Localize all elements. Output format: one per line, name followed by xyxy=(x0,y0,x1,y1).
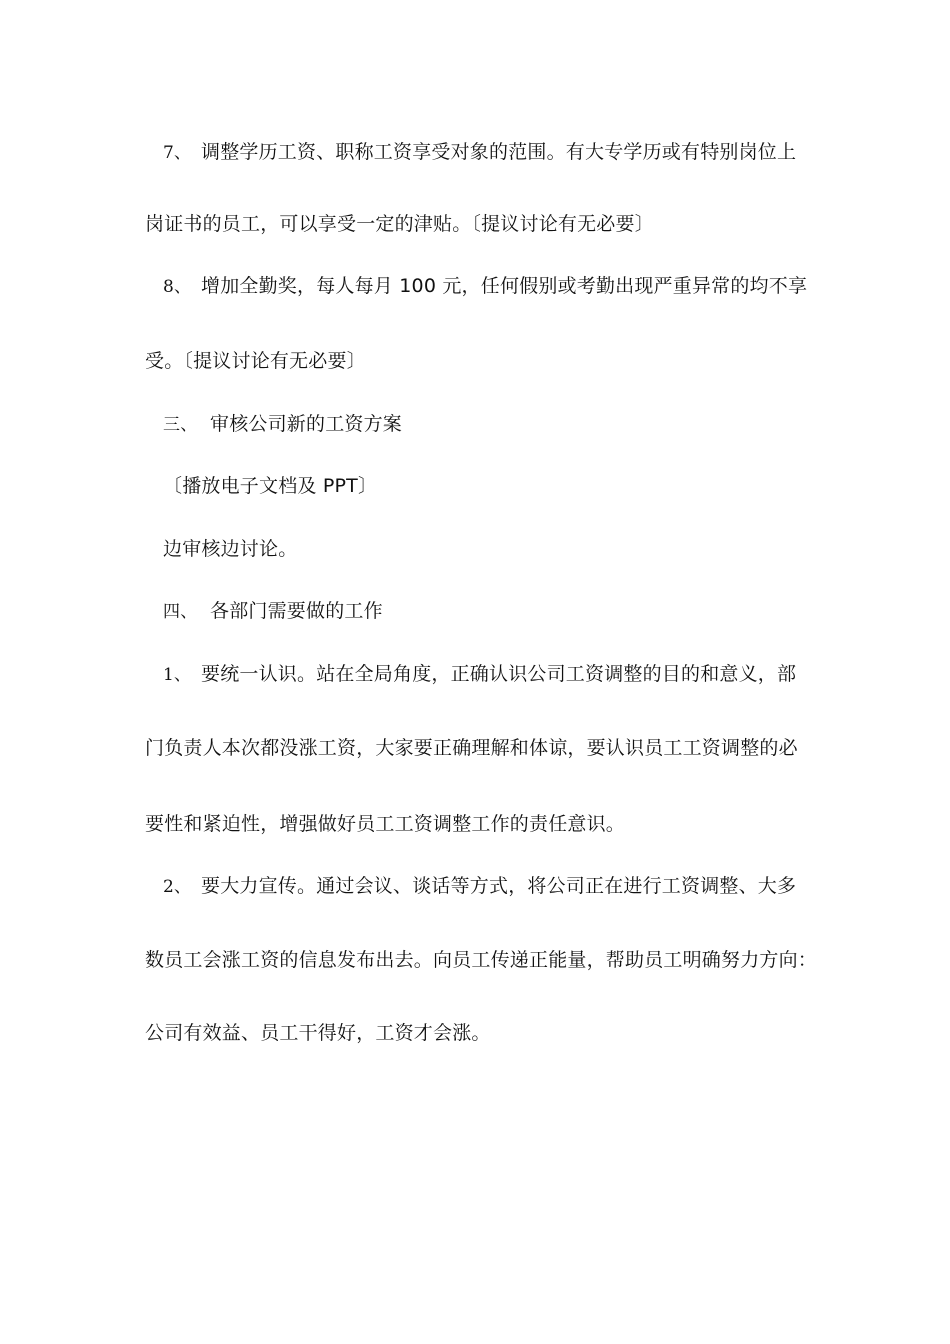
sub-2-line-1 xyxy=(163,874,796,899)
sub-1-text-1: 要统一认识。站在全局角度，正确认识公司工资调整的目的和意义，部 xyxy=(201,663,797,685)
item-8-line-2: 受。〔提议讨论有无必要〕 xyxy=(145,350,366,372)
item-7-text-1: 调整学历工资、职称工资享受对象的范围。有大专学历或有特别岗位上 xyxy=(201,141,797,163)
item-7-line-1 xyxy=(163,140,796,165)
item-7-number: 7、 xyxy=(163,143,192,163)
item-8-number: 8、 xyxy=(163,277,192,297)
section-3-heading xyxy=(163,412,402,437)
sub-1-line-2: 门负责人本次都没涨工资，大家要正确理解和体谅，要认识员工工资调整的必 xyxy=(145,737,798,759)
note-play-documents: 〔播放电子文档及 PPT〕 xyxy=(163,475,378,497)
sub-1-number: 1、 xyxy=(163,665,192,685)
sub-2-line-3: 公司有效益、员工干得好，工资才会涨。 xyxy=(145,1022,491,1044)
section-4-title: 各部门需要做的工作 xyxy=(210,600,383,622)
item-8-text-1: 增加全勤奖，每人每月 100 元，任何假别或考勤出现严重异常的均不享 xyxy=(201,275,808,297)
sub-1-line-1 xyxy=(163,662,796,687)
note-review-discuss: 边审核边讨论。 xyxy=(163,538,298,560)
section-4-heading xyxy=(163,599,383,624)
section-3-title: 审核公司新的工资方案 xyxy=(210,413,403,435)
sub-1-line-3: 要性和紧迫性，增强做好员工工资调整工作的责任意识。 xyxy=(145,813,626,835)
item-7-line-2: 岗证书的员工，可以享受一定的津贴。〔提议讨论有无必要〕 xyxy=(145,213,654,235)
section-4-number: 四、 xyxy=(163,602,198,622)
sub-2-text-1: 要大力宣传。通过会议、谈话等方式，将公司正在进行工资调整、大多 xyxy=(201,875,797,897)
sub-2-number: 2、 xyxy=(163,877,192,897)
section-3-number: 三、 xyxy=(163,415,198,435)
item-8-line-1 xyxy=(163,274,807,299)
sub-2-line-2: 数员工会涨工资的信息发布出去。向员工传递正能量，帮助员工明确努力方向： xyxy=(145,949,818,971)
